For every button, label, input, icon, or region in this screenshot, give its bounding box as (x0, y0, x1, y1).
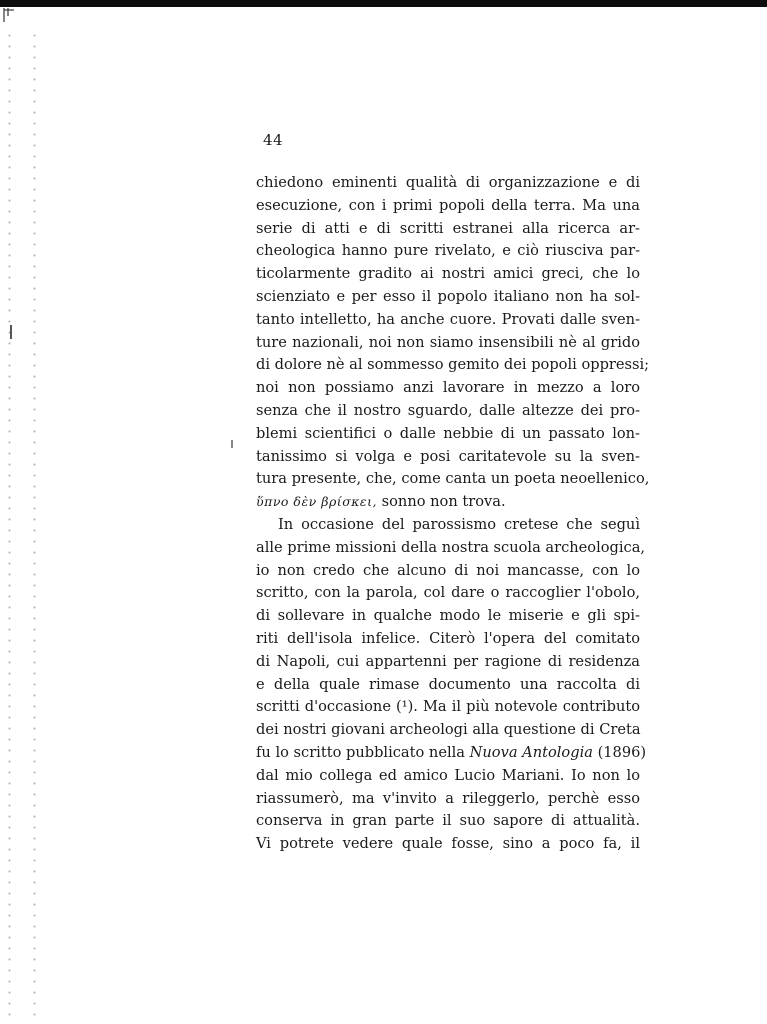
text-line: conserva in gran parte il suo sapore di attualità. (256, 812, 640, 830)
paragraph-1 (256, 172, 650, 514)
text-fragment: (1896) (592, 743, 647, 761)
text-line: scritto, con la parola, col dare o raccoglier l'obolo, (256, 584, 640, 602)
text-line: tanissimo si volga e posi caritatevole su la sven- (256, 447, 640, 465)
text-line: di Napoli, cui appartenni per ragione di residenza (256, 652, 640, 670)
text-line: tanto intelletto, ha anche cuore. Provati dalle sven- (256, 310, 640, 328)
text-line (256, 742, 647, 765)
page-body (256, 172, 650, 856)
text-line: Vi potrete vedere quale fosse, sino a poco fa, il (256, 835, 640, 853)
text-line: io non credo che alcuno di noi mancasse, con lo (256, 561, 640, 579)
text-line: di dolore nè al sommesso gemito dei popoli oppressi; (256, 356, 650, 374)
text-line: noi non possiamo anzi lavorare in mezzo a loro (256, 379, 640, 397)
text-line: dei nostri giovani archeologi alla questione di Creta (256, 721, 641, 739)
text-line: e della quale rimase documento una raccolta di (256, 675, 640, 693)
text-line: scritti d'occasione (¹). Ma il più notevole contributo (256, 698, 640, 716)
text-line: ticolarmente gradito ai nostri amici greci, che lo (256, 265, 640, 283)
text-line: dal mio collega ed amico Lucio Mariani. Io non lo (256, 766, 640, 784)
text-line: di sollevare in qualche modo le miserie e gli spi- (256, 607, 640, 625)
text-line: serie di atti e di scritti estranei alla ricerca ar- (256, 219, 640, 237)
scan-corner-mark (2, 6, 24, 24)
text-line: blemi scientifici o dalle nebbie di un passato lon- (256, 424, 640, 442)
text-line: esecuzione, con i primi popoli della terra. Ma una (256, 196, 640, 214)
text-line: ture nazionali, noi non siamo insensibili nè al grido (256, 333, 640, 351)
paragraph-2 (256, 514, 647, 856)
journal-title: Nuova Antologia (469, 743, 593, 761)
text-line: cheologica hanno pure rivelato, e ciò riusciva par- (256, 242, 640, 260)
scan-margin-left (8, 30, 11, 1020)
text-fragment: fu lo scritto pubblicato nella (256, 743, 470, 761)
text-line: tura presente, che, come canta un poeta neoellenico, (256, 470, 650, 488)
text-line: riti dell'isola infelice. Citerò l'opera del comitato (256, 629, 640, 647)
scan-top-border (0, 0, 767, 7)
text-line: scienziato e per esso il popolo italiano non ha sol- (256, 287, 640, 305)
text-line: senza che il nostro sguardo, dalle altezze dei pro- (256, 401, 640, 419)
text-line: alle prime missioni della nostra scuola archeologica, (256, 538, 646, 556)
text-line: In occasione del parossismo cretese che seguì (278, 515, 640, 533)
text-line (256, 491, 640, 514)
scan-margin-inner (33, 30, 36, 1020)
greek-quote: ὕπνο δὲν βρίσκει, (256, 494, 378, 510)
scan-margin-tick (231, 440, 233, 448)
text-line: riassumerò, ma v'invito a rileggerlo, perchè esso (256, 789, 640, 807)
scan-margin-tick (10, 325, 12, 339)
text-fragment: sonno non trova. (377, 493, 506, 511)
page-number: 44 (263, 131, 284, 149)
text-line: chiedono eminenti qualità di organizzazione e di (256, 174, 640, 191)
